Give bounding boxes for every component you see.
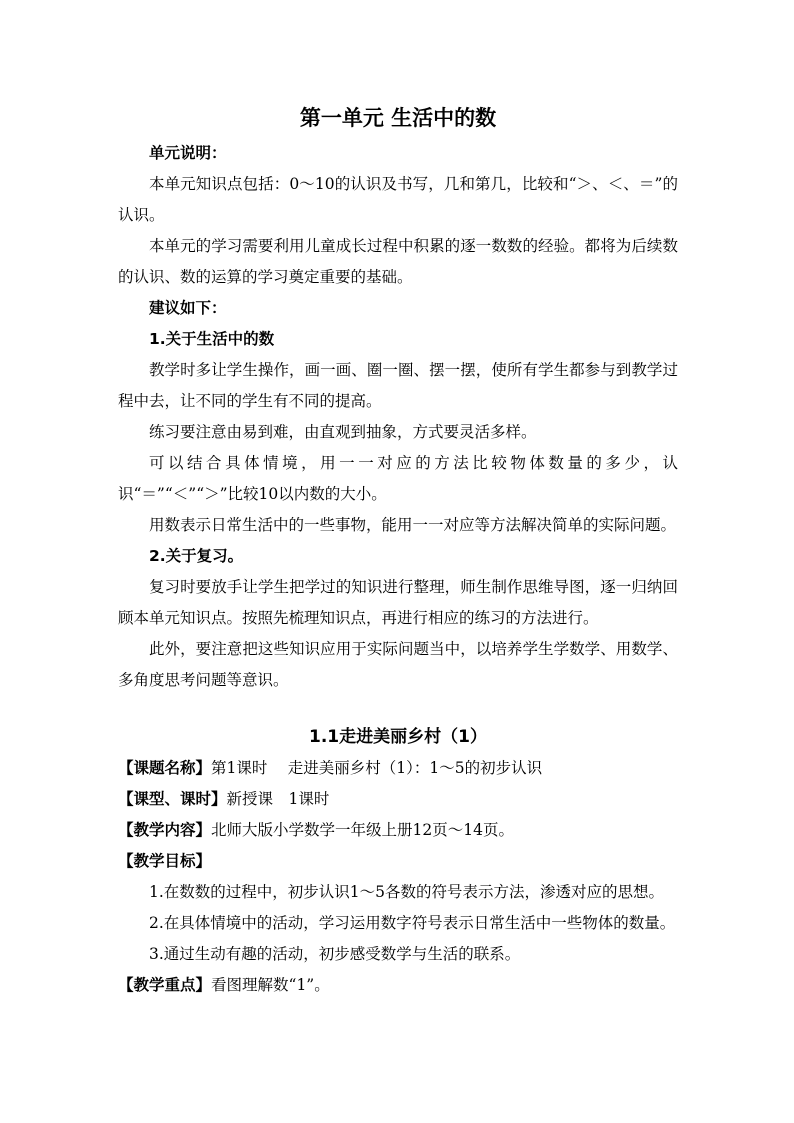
section1-heading: 1.关于生活中的数 xyxy=(149,330,275,348)
unit-desc-para-1: 本单元知识点包括：0～10的认识及书写，几和第几，比较和“＞、＜、＝”的认识。 xyxy=(118,175,678,224)
unit-desc-para-2: 本单元的学习需要利用儿童成长过程中积累的逐一数数的经验。都将为后续数的认识、数的运算的学习奠定重要的基础。 xyxy=(118,237,678,286)
document-body xyxy=(118,100,678,1001)
key-field xyxy=(118,970,678,1001)
unit-title: 第一单元 生活中的数 xyxy=(299,106,497,130)
section1-para-4: 用数表示日常生活中的一些事物，能用一一对应等方法解决简单的实际问题。 xyxy=(149,516,677,534)
lesson-title: 1.1走进美丽乡村（1） xyxy=(309,727,487,747)
section2-para-1: 复习时要放手让学生把学过的知识进行整理，师生制作思维导图，逐一归纳回顾本单元知识点。按照先梳理知识点，再进行相应的练习的方法进行。 xyxy=(118,578,678,627)
section1-para-2: 练习要注意由易到难，由直观到抽象，方式要灵活多样。 xyxy=(149,423,537,441)
type-label: 【课型、课时】 xyxy=(118,790,227,808)
topic-field xyxy=(118,753,678,784)
type-field xyxy=(118,784,678,815)
goal-item-1: 1.在数数的过程中，初步认识1～5各数的符号表示方法，渗透对应的思想。 xyxy=(149,883,665,901)
goals-label: 【教学目标】 xyxy=(118,852,212,870)
suggestions-heading: 建议如下： xyxy=(149,299,227,317)
goal-item-3: 3.通过生动有趣的活动，初步感受数学与生活的联系。 xyxy=(149,945,521,963)
content-field xyxy=(118,815,678,846)
type-value: 新授课 1课时 xyxy=(226,790,330,808)
content-label: 【教学内容】 xyxy=(118,821,212,839)
section1-para-3: 可以结合具体情境，用一一对应的方法比较物体数量的多少，认识“＝”“＜”“＞”比较10以内数的大小。 xyxy=(118,454,678,503)
key-value: 看图理解数“1”。 xyxy=(211,976,330,994)
key-label: 【教学重点】 xyxy=(118,976,212,994)
topic-value: 第1课时 走进美丽乡村（1）：1～5的初步认识 xyxy=(211,759,543,777)
section2-para-2: 此外，要注意把这些知识应用于实际问题当中，以培养学生学数学、用数学、多角度思考问题等意识。 xyxy=(118,640,678,689)
goal-item-2: 2.在具体情境中的活动，学习运用数字符号表示日常生活中一些物体的数量。 xyxy=(149,914,676,932)
section2-heading: 2.关于复习。 xyxy=(149,547,244,565)
unit-desc-heading: 单元说明： xyxy=(149,144,227,162)
topic-label: 【课题名称】 xyxy=(118,759,212,777)
content-value: 北师大版小学数学一年级上册12页～14页。 xyxy=(211,821,514,839)
section1-para-1: 教学时多让学生操作，画一画、圈一圈、摆一摆，使所有学生都参与到教学过程中去，让不同的学生有不同的提高。 xyxy=(118,361,678,410)
goals-field xyxy=(118,846,678,877)
